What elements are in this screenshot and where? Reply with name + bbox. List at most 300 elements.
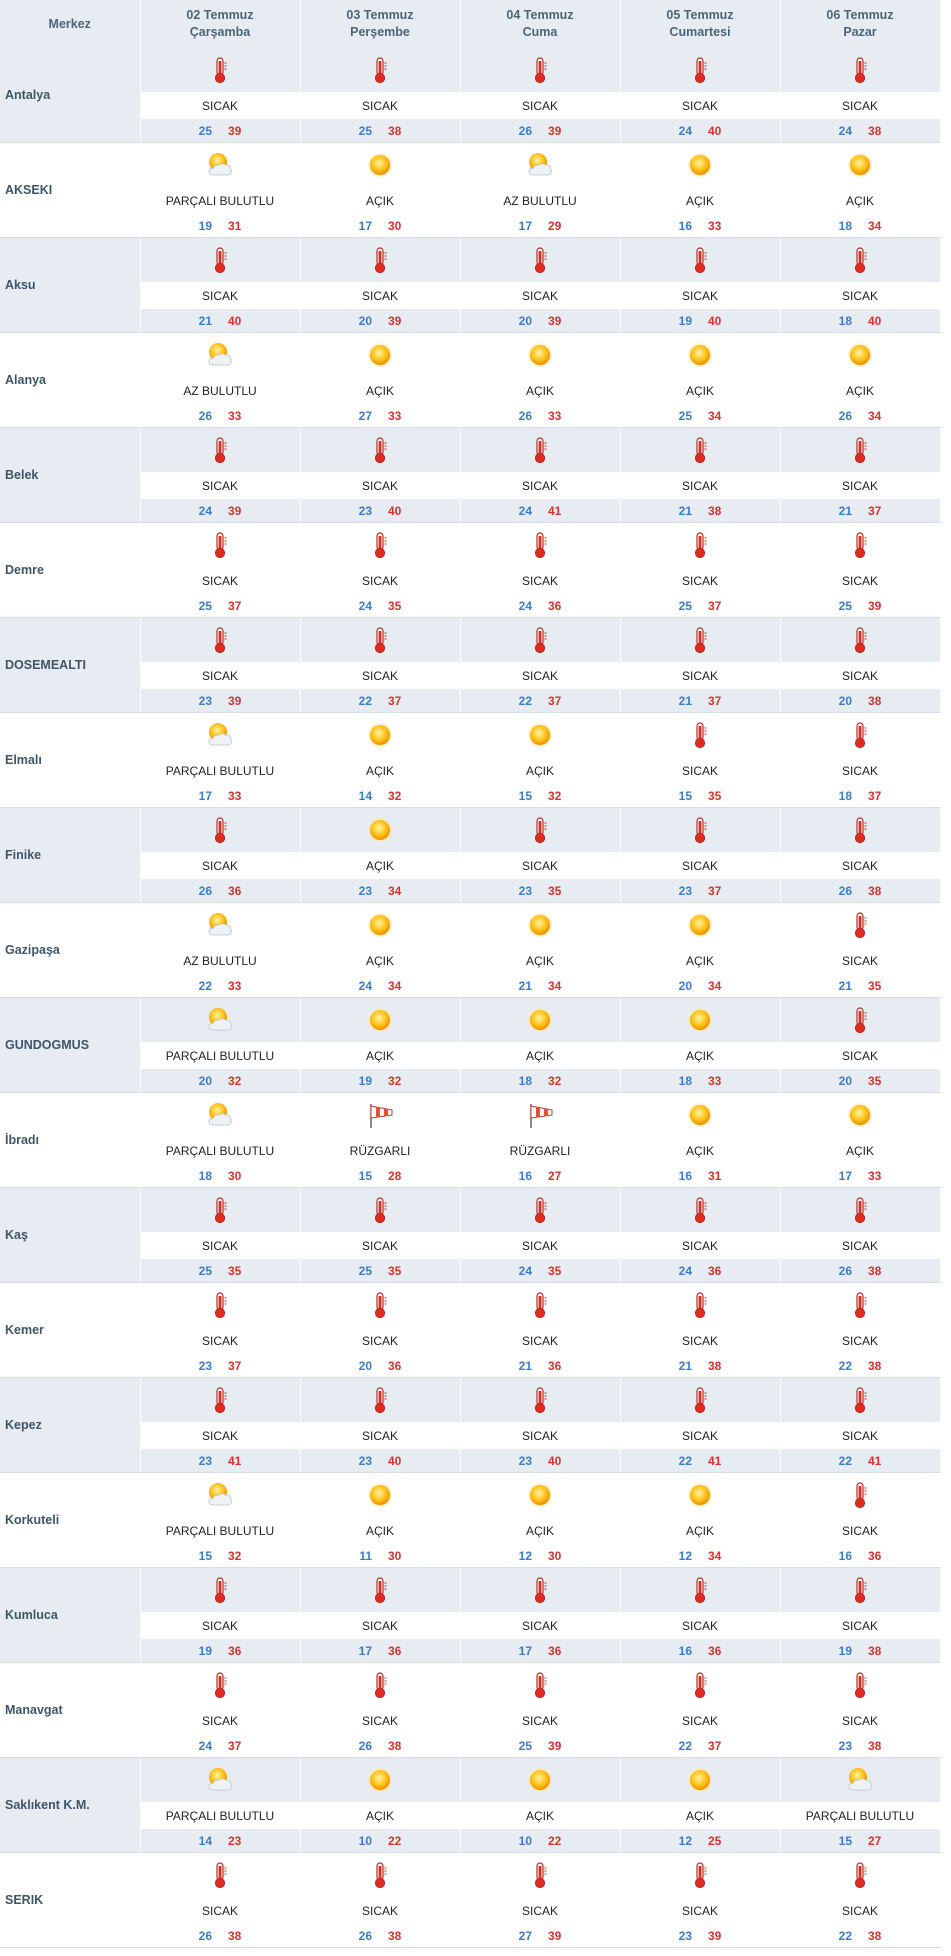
min-temp: 18 — [838, 218, 852, 233]
temperature-range — [141, 974, 300, 997]
forecast-cell — [460, 1758, 620, 1853]
temperature-range — [461, 1449, 620, 1472]
condition-label: SICAK — [781, 947, 940, 974]
forecast-cell — [780, 903, 940, 998]
max-temp: 22 — [548, 1833, 562, 1848]
max-temp: 34 — [708, 408, 722, 423]
condition-label: AÇIK — [781, 187, 940, 214]
condition-label: SICAK — [781, 282, 940, 309]
city-row — [0, 998, 940, 1093]
forecast-cell — [300, 143, 460, 238]
temperature-range — [781, 1164, 940, 1187]
forecast-cell — [620, 1473, 780, 1568]
condition-label: PARÇALI BULUTLU — [141, 187, 300, 214]
max-temp: 32 — [228, 1548, 242, 1563]
sun-icon — [845, 1100, 875, 1130]
condition-label: AÇIK — [621, 377, 780, 404]
thermometer-icon — [205, 55, 235, 85]
city-row — [0, 1663, 940, 1758]
city-name: Korkuteli — [0, 1473, 140, 1568]
thermometer-icon — [365, 1860, 395, 1890]
max-temp: 28 — [388, 1168, 402, 1183]
max-temp: 34 — [708, 978, 722, 993]
sun-icon — [525, 910, 555, 940]
temperature-range — [461, 499, 620, 522]
min-temp: 16 — [678, 1168, 692, 1183]
thermometer-icon — [845, 1670, 875, 1700]
city-name: İbradı — [0, 1093, 140, 1188]
min-temp: 20 — [358, 1358, 372, 1373]
min-temp: 16 — [838, 1548, 852, 1563]
max-temp: 36 — [388, 1358, 402, 1373]
forecast-cell — [460, 713, 620, 808]
condition-label: SICAK — [141, 92, 300, 119]
forecast-cell — [460, 903, 620, 998]
day-weekday: Çarşamba — [189, 25, 251, 39]
forecast-cell — [620, 428, 780, 523]
forecast-cell — [300, 1283, 460, 1378]
temperature-range — [141, 1924, 300, 1947]
condition-label: AÇIK — [301, 852, 460, 879]
condition-label: PARÇALI BULUTLU — [141, 1042, 300, 1069]
max-temp: 36 — [708, 1643, 722, 1658]
sun-icon — [685, 340, 715, 370]
thermometer-icon — [685, 1575, 715, 1605]
city-name: Aksu — [0, 238, 140, 333]
min-temp: 23 — [198, 1453, 212, 1468]
condition-label: SICAK — [301, 1327, 460, 1354]
thermometer-icon — [525, 1195, 555, 1225]
condition-label: SICAK — [461, 1422, 620, 1449]
min-temp: 26 — [198, 883, 212, 898]
temperature-range — [621, 1734, 780, 1757]
sun-cloud-icon — [205, 1100, 235, 1130]
condition-label: SICAK — [461, 472, 620, 499]
min-temp: 23 — [678, 1928, 692, 1943]
max-temp: 29 — [548, 218, 562, 233]
forecast-cell — [300, 48, 460, 143]
sun-icon — [365, 720, 395, 750]
sun-icon — [525, 1765, 555, 1795]
temperature-range — [621, 214, 780, 237]
condition-label: AÇIK — [461, 1517, 620, 1544]
thermometer-icon — [845, 1860, 875, 1890]
condition-label: AÇIK — [461, 947, 620, 974]
forecast-cell — [140, 428, 300, 523]
condition-label: SICAK — [461, 567, 620, 594]
condition-label: AÇIK — [301, 187, 460, 214]
forecast-cell — [300, 238, 460, 333]
max-temp: 39 — [228, 503, 242, 518]
min-temp: 24 — [198, 1738, 212, 1753]
min-temp: 26 — [198, 1928, 212, 1943]
forecast-cell — [460, 1378, 620, 1473]
condition-label: SICAK — [621, 1612, 780, 1639]
forecast-cell — [140, 238, 300, 333]
forecast-cell — [780, 808, 940, 903]
thermometer-icon — [205, 1195, 235, 1225]
forecast-cell — [140, 1283, 300, 1378]
forecast-cell — [620, 1188, 780, 1283]
temperature-range — [621, 689, 780, 712]
thermometer-icon — [365, 1290, 395, 1320]
forecast-cell — [140, 1853, 300, 1948]
condition-label: SICAK — [621, 1327, 780, 1354]
max-temp: 38 — [868, 1643, 882, 1658]
temperature-range — [461, 594, 620, 617]
temperature-range — [461, 879, 620, 902]
temperature-range — [461, 1544, 620, 1567]
forecast-cell — [140, 48, 300, 143]
min-temp: 24 — [358, 598, 372, 613]
min-temp: 26 — [518, 408, 532, 423]
temperature-range — [781, 1354, 940, 1377]
day-header — [300, 0, 460, 48]
sun-icon — [365, 150, 395, 180]
min-temp: 21 — [678, 1358, 692, 1373]
temperature-range — [781, 404, 940, 427]
thermometer-icon — [845, 530, 875, 560]
thermometer-icon — [845, 815, 875, 845]
temperature-range — [141, 119, 300, 142]
condition-label: SICAK — [141, 567, 300, 594]
condition-label: AÇIK — [301, 1042, 460, 1069]
temperature-range — [461, 1354, 620, 1377]
forecast-cell — [620, 523, 780, 618]
max-temp: 38 — [868, 1928, 882, 1943]
temperature-range — [621, 879, 780, 902]
forecast-cell — [140, 1093, 300, 1188]
condition-label: SICAK — [621, 757, 780, 784]
condition-label: SICAK — [781, 1232, 940, 1259]
temperature-range — [461, 214, 620, 237]
forecast-cell — [300, 1473, 460, 1568]
city-row — [0, 238, 940, 333]
condition-label: SICAK — [141, 1897, 300, 1924]
forecast-cell — [460, 143, 620, 238]
day-weekday: Perşembe — [350, 25, 410, 39]
temperature-range — [621, 1449, 780, 1472]
forecast-cell — [780, 238, 940, 333]
city-row — [0, 1093, 940, 1188]
thermometer-icon — [205, 245, 235, 275]
forecast-cell — [140, 1188, 300, 1283]
max-temp: 41 — [708, 1453, 722, 1468]
merkez-header: Merkez — [0, 0, 140, 48]
condition-label: AÇIK — [461, 1042, 620, 1069]
min-temp: 23 — [198, 1358, 212, 1373]
max-temp: 35 — [548, 883, 562, 898]
temperature-range — [141, 879, 300, 902]
condition-label: SICAK — [141, 1327, 300, 1354]
forecast-cell — [780, 333, 940, 428]
temperature-range — [141, 309, 300, 332]
thermometer-icon — [525, 245, 555, 275]
max-temp: 34 — [868, 408, 882, 423]
forecast-cell — [140, 618, 300, 713]
thermometer-icon — [845, 1290, 875, 1320]
thermometer-icon — [205, 530, 235, 560]
min-temp: 24 — [518, 1263, 532, 1278]
temperature-range — [301, 499, 460, 522]
condition-label: RÜZGARLI — [301, 1137, 460, 1164]
max-temp: 34 — [868, 218, 882, 233]
city-name: SERIK — [0, 1853, 140, 1948]
thermometer-icon — [845, 55, 875, 85]
forecast-cell — [620, 143, 780, 238]
min-temp: 26 — [518, 123, 532, 138]
condition-label: SICAK — [301, 282, 460, 309]
temperature-range — [301, 404, 460, 427]
forecast-cell — [300, 1853, 460, 1948]
temperature-range — [301, 309, 460, 332]
min-temp: 24 — [838, 123, 852, 138]
condition-label: AÇIK — [781, 377, 940, 404]
condition-label: SICAK — [781, 662, 940, 689]
day-header — [620, 0, 780, 48]
temperature-range — [461, 1069, 620, 1092]
city-name: Alanya — [0, 333, 140, 428]
temperature-range — [461, 1924, 620, 1947]
min-temp: 20 — [358, 313, 372, 328]
max-temp: 34 — [548, 978, 562, 993]
sun-icon — [365, 1480, 395, 1510]
forecast-cell — [300, 1188, 460, 1283]
city-name: Saklıkent K.M. — [0, 1758, 140, 1853]
temperature-range — [141, 1734, 300, 1757]
sun-cloud-icon — [205, 340, 235, 370]
forecast-cell — [620, 1758, 780, 1853]
forecast-cell — [780, 1568, 940, 1663]
temperature-range — [781, 309, 940, 332]
min-temp: 19 — [838, 1643, 852, 1658]
min-temp: 20 — [838, 693, 852, 708]
forecast-cell — [460, 1568, 620, 1663]
max-temp: 39 — [548, 313, 562, 328]
forecast-cell — [140, 1378, 300, 1473]
thermometer-icon — [845, 1005, 875, 1035]
temperature-range — [301, 594, 460, 617]
max-temp: 37 — [228, 598, 242, 613]
thermometer-icon — [525, 815, 555, 845]
max-temp: 37 — [708, 598, 722, 613]
temperature-range — [621, 974, 780, 997]
forecast-cell — [140, 713, 300, 808]
thermometer-icon — [365, 55, 395, 85]
sun-icon — [365, 1765, 395, 1795]
temperature-range — [461, 404, 620, 427]
temperature-range — [141, 784, 300, 807]
forecast-cell — [460, 618, 620, 713]
forecast-cell — [140, 1568, 300, 1663]
sun-icon — [685, 910, 715, 940]
min-temp: 10 — [518, 1833, 532, 1848]
min-temp: 24 — [678, 1263, 692, 1278]
temperature-range — [301, 1164, 460, 1187]
max-temp: 33 — [228, 978, 242, 993]
forecast-cell — [140, 1663, 300, 1758]
max-temp: 30 — [388, 218, 402, 233]
forecast-cell — [300, 1568, 460, 1663]
forecast-cell — [620, 808, 780, 903]
day-date: 06 Temmuz — [826, 8, 894, 22]
max-temp: 40 — [708, 123, 722, 138]
temperature-range — [461, 689, 620, 712]
max-temp: 31 — [228, 218, 242, 233]
min-temp: 25 — [838, 598, 852, 613]
forecast-cell — [460, 333, 620, 428]
thermometer-icon — [845, 435, 875, 465]
temperature-range — [621, 1639, 780, 1662]
max-temp: 33 — [868, 1168, 882, 1183]
city-name: Belek — [0, 428, 140, 523]
condition-label: SICAK — [781, 1612, 940, 1639]
condition-label: PARÇALI BULUTLU — [141, 1517, 300, 1544]
min-temp: 21 — [838, 978, 852, 993]
max-temp: 36 — [548, 598, 562, 613]
condition-label: AÇIK — [461, 757, 620, 784]
min-temp: 23 — [678, 883, 692, 898]
thermometer-icon — [685, 720, 715, 750]
thermometer-icon — [685, 1290, 715, 1320]
condition-label: PARÇALI BULUTLU — [141, 757, 300, 784]
temperature-range — [781, 689, 940, 712]
temperature-range — [301, 1449, 460, 1472]
max-temp: 30 — [228, 1168, 242, 1183]
temperature-range — [461, 1259, 620, 1282]
temperature-range — [621, 309, 780, 332]
thermometer-icon — [685, 435, 715, 465]
max-temp: 37 — [708, 1738, 722, 1753]
sun-cloud-icon — [205, 1765, 235, 1795]
forecast-cell — [620, 1378, 780, 1473]
sun-icon — [685, 1765, 715, 1795]
temperature-range — [301, 689, 460, 712]
max-temp: 32 — [548, 788, 562, 803]
temperature-range — [141, 214, 300, 237]
thermometer-icon — [525, 1290, 555, 1320]
forecast-cell — [620, 333, 780, 428]
max-temp: 38 — [868, 123, 882, 138]
city-row — [0, 713, 940, 808]
condition-label: SICAK — [781, 757, 940, 784]
max-temp: 39 — [548, 1928, 562, 1943]
condition-label: SICAK — [301, 1707, 460, 1734]
max-temp: 39 — [548, 1738, 562, 1753]
min-temp: 26 — [838, 1263, 852, 1278]
min-temp: 23 — [518, 1453, 532, 1468]
min-temp: 16 — [678, 218, 692, 233]
max-temp: 39 — [868, 598, 882, 613]
temperature-range — [621, 1354, 780, 1377]
thermometer-icon — [525, 1575, 555, 1605]
temperature-range — [781, 1734, 940, 1757]
max-temp: 22 — [388, 1833, 402, 1848]
max-temp: 35 — [708, 788, 722, 803]
thermometer-icon — [685, 815, 715, 845]
condition-label: AÇIK — [781, 1137, 940, 1164]
condition-label: SICAK — [621, 852, 780, 879]
forecast-cell — [620, 238, 780, 333]
thermometer-icon — [525, 530, 555, 560]
min-temp: 15 — [838, 1833, 852, 1848]
temperature-range — [781, 214, 940, 237]
city-name: Demre — [0, 523, 140, 618]
max-temp: 38 — [868, 1738, 882, 1753]
temperature-range — [781, 1069, 940, 1092]
forecast-cell — [620, 1093, 780, 1188]
min-temp: 16 — [678, 1643, 692, 1658]
city-row — [0, 523, 940, 618]
day-header — [780, 0, 940, 48]
condition-label: SICAK — [781, 472, 940, 499]
sun-icon — [685, 1005, 715, 1035]
temperature-range — [621, 1069, 780, 1092]
max-temp: 39 — [388, 313, 402, 328]
temperature-range — [301, 974, 460, 997]
thermometer-icon — [845, 1480, 875, 1510]
condition-label: SICAK — [301, 1422, 460, 1449]
thermometer-icon — [845, 1575, 875, 1605]
sun-icon — [525, 1480, 555, 1510]
city-name: Elmalı — [0, 713, 140, 808]
temperature-range — [301, 1354, 460, 1377]
condition-label: AZ BULUTLU — [461, 187, 620, 214]
max-temp: 23 — [228, 1833, 242, 1848]
thermometer-icon — [685, 1385, 715, 1415]
condition-label: SICAK — [301, 567, 460, 594]
min-temp: 19 — [358, 1073, 372, 1088]
min-temp: 17 — [358, 218, 372, 233]
max-temp: 30 — [548, 1548, 562, 1563]
temperature-range — [781, 784, 940, 807]
temperature-range — [621, 499, 780, 522]
sun-cloud-icon — [845, 1765, 875, 1795]
min-temp: 17 — [198, 788, 212, 803]
max-temp: 27 — [868, 1833, 882, 1848]
min-temp: 18 — [678, 1073, 692, 1088]
temperature-range — [781, 1449, 940, 1472]
condition-label: SICAK — [301, 1612, 460, 1639]
min-temp: 15 — [678, 788, 692, 803]
min-temp: 23 — [358, 883, 372, 898]
max-temp: 37 — [708, 883, 722, 898]
forecast-cell — [780, 618, 940, 713]
forecast-body — [0, 48, 940, 1948]
temperature-range — [301, 1069, 460, 1092]
forecast-cell — [140, 523, 300, 618]
temperature-range — [301, 1829, 460, 1852]
city-row — [0, 618, 940, 713]
thermometer-icon — [845, 245, 875, 275]
condition-label: AÇIK — [621, 1137, 780, 1164]
min-temp: 15 — [518, 788, 532, 803]
max-temp: 39 — [708, 1928, 722, 1943]
max-temp: 39 — [548, 123, 562, 138]
thermometer-icon — [685, 55, 715, 85]
max-temp: 35 — [548, 1263, 562, 1278]
temperature-range — [301, 1259, 460, 1282]
city-row — [0, 143, 940, 238]
min-temp: 25 — [678, 598, 692, 613]
forecast-cell — [620, 713, 780, 808]
city-row — [0, 808, 940, 903]
max-temp: 32 — [228, 1073, 242, 1088]
min-temp: 22 — [838, 1358, 852, 1373]
forecast-cell — [460, 238, 620, 333]
max-temp: 37 — [708, 693, 722, 708]
sun-icon — [365, 815, 395, 845]
